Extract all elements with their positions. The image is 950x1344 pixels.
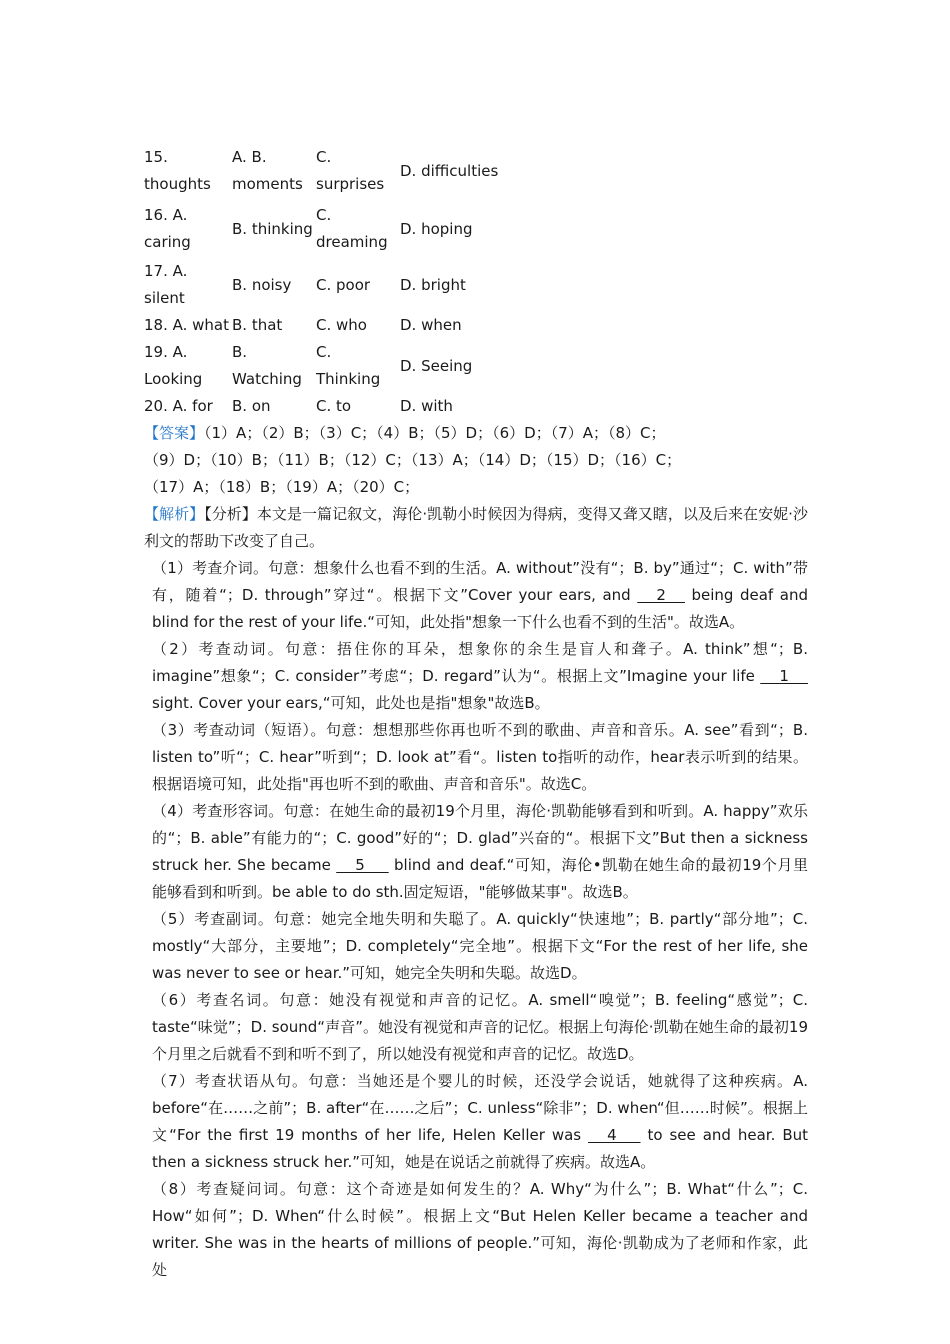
analysis-intro: [144, 501, 808, 555]
blank-line: 2: [637, 586, 685, 604]
analysis-text: （2）考查动词。句意：捂住你的耳朵，想象你的余生是盲人和聋子。A. think”想“；B. imagine”想象“；C. consider”考虑“；D. regard”认为“。根据上文”Imagine your life: [152, 640, 808, 685]
option-cell: 16. A. caring: [144, 206, 191, 251]
analysis-text: to see and hear. But then a sickness struck her.”可知，她是在说话之前就得了疾病。故选A。: [152, 1126, 808, 1171]
analysis-text: being deaf and blind for the rest of your life.“可知，此处指"想象一下什么也看不到的生活"。故选A。: [152, 586, 808, 631]
option-cell: C. who: [316, 316, 367, 334]
answer-label: 【答案】: [144, 424, 205, 442]
analysis-item-6: [144, 987, 808, 1068]
options-row: [144, 142, 500, 200]
blank-line: 5: [336, 856, 389, 874]
option-cell: B. that: [232, 316, 283, 334]
option-cell: 17. A. silent: [144, 262, 188, 307]
option-cell: C. to: [316, 397, 352, 415]
option-cell: D. difficulties: [400, 161, 499, 180]
options-table: [144, 142, 500, 420]
option-cell: 19. A. Looking: [144, 343, 203, 388]
option-cell: B. noisy: [232, 275, 292, 294]
options-row: [144, 312, 500, 339]
option-cell: C. surprises: [316, 148, 385, 193]
analysis-text: （3）考查动词（短语）。句意：想想那些你再也听不到的歌曲、声音和音乐。A. see”看到“；B. listen to”听“；C. hear”听到“；D. look at”看“。listen to指听的动作，hear表示听到的结果。根据语境可知，此处指"再也听不到的歌曲、声音和音乐"。故选C。: [152, 721, 808, 793]
analysis-item-3: [144, 717, 808, 798]
analysis-text: （4）考查形容词。句意：在她生命的最初19个月里，海伦·凯勒能够看到和听到。A. happy”欢乐的“；B. able”有能力的“；C. good”好的“；D. glad”兴奋的“。根据下文”But then a sickness struck her. She became: [152, 802, 808, 874]
option-cell: C. poor: [316, 275, 371, 294]
option-cell: B. on: [232, 397, 271, 415]
analysis-text: （6）考查名词。句意：她没有视觉和声音的记忆。A. smell“嗅觉”；B. feeling“感觉”；C. taste“味觉”；D. sound“声音”。她没有视觉和声音的记忆。根据上句海伦·凯勒在她生命的最初19个月里之后就看不到和听不到了，所以她没有视觉和声音的记忆。故选D。: [152, 991, 808, 1063]
answer-line: （9）D；（10）B；（11）B；（12）C；（13）A；（14）D；（15）D；（16）C；: [144, 451, 682, 469]
blank-line: 1: [760, 667, 808, 685]
option-cell: C. Thinking: [316, 343, 381, 388]
blank-line: 4: [588, 1126, 641, 1144]
document-content: [144, 142, 808, 1284]
option-cell: B. Watching: [232, 343, 302, 388]
analysis-text: （7）考查状语从句。句意：当她还是个婴儿的时候，还没学会说话，她就得了这种疾病。A. before“在……之前”；B. after“在……之后”；C. unless“除非”；D. when“但……时候”。根据上文“For the first 19 months of her life, Helen Keller was: [152, 1072, 808, 1144]
analysis-item-2: [144, 636, 808, 717]
option-cell: D. when: [400, 316, 462, 334]
analysis-item-7: [144, 1068, 808, 1176]
analysis-summary: 【分析】本文是一篇记叙文，海伦·凯勒小时候因为得病，变得又聋又瞎，以及后来在安妮·沙利文的帮助下改变了自己。: [144, 505, 808, 550]
option-cell: 18. A. what: [144, 316, 230, 334]
option-cell: D. Seeing: [400, 356, 473, 375]
analysis-item-5: [144, 906, 808, 987]
analysis-text: （5）考查副词。句意：她完全地失明和失聪了。A. quickly“快速地”；B. partly“部分地”；C. mostly“大部分，主要地”；D. completely“完全地”。根据下文“For the rest of her life, she was never to see or hear.”可知，她完全失明和失聪。故选D。: [152, 910, 808, 982]
analysis-item-4: [144, 798, 808, 906]
answer-line: （1）A；（2）B；（3）C；（4）B；（5）D；（6）D；（7）A；（8）C；: [204, 424, 666, 442]
option-cell: B. thinking: [232, 219, 313, 238]
options-row: [144, 393, 500, 420]
analysis-item-1: [144, 555, 808, 636]
option-cell: D. bright: [400, 275, 466, 294]
answer-line: （17）A；（18）B；（19）A；（20）C；: [144, 478, 420, 496]
analysis-text: （1）考查介词。句意：想象什么也看不到的生活。A. without”没有“；B. by”通过“；C. with”带有，随着“；D. through”穿过“。根据下文”Cover your ears, and: [152, 559, 808, 604]
option-cell: 20. A. for: [144, 397, 213, 415]
options-row: [144, 258, 500, 312]
analysis-text: sight. Cover your ears,“可知，此处也是指"想象"故选B。: [152, 694, 550, 712]
answer-block: [144, 420, 808, 501]
options-row: [144, 200, 500, 258]
analysis-text: blind and deaf.“可知，海伦•凯勒在她生命的最初19个月里能够看到和听到。be able to do sth.固定短语，"能够做某事"。故选B。: [152, 856, 808, 901]
option-cell: 15. thoughts: [144, 148, 211, 193]
option-cell: C. dreaming: [316, 206, 388, 251]
option-cell: A. B. moments: [232, 148, 303, 193]
analysis-text: （8）考查疑问词。句意：这个奇迹是如何发生的？A. Why“为什么”；B. What“什么”；C. How“如何”；D. When“什么时候”。根据上文“But Helen Keller became a teacher and writer. She was in the hearts of millions of people.”可知，海伦·凯勒成为了老师和作家，此处: [152, 1180, 808, 1279]
analysis-item-8: [144, 1176, 808, 1284]
option-cell: D. hoping: [400, 219, 473, 238]
options-row: [144, 339, 500, 393]
analysis-label: 【解析】: [144, 505, 205, 523]
option-cell: D. with: [400, 397, 453, 415]
